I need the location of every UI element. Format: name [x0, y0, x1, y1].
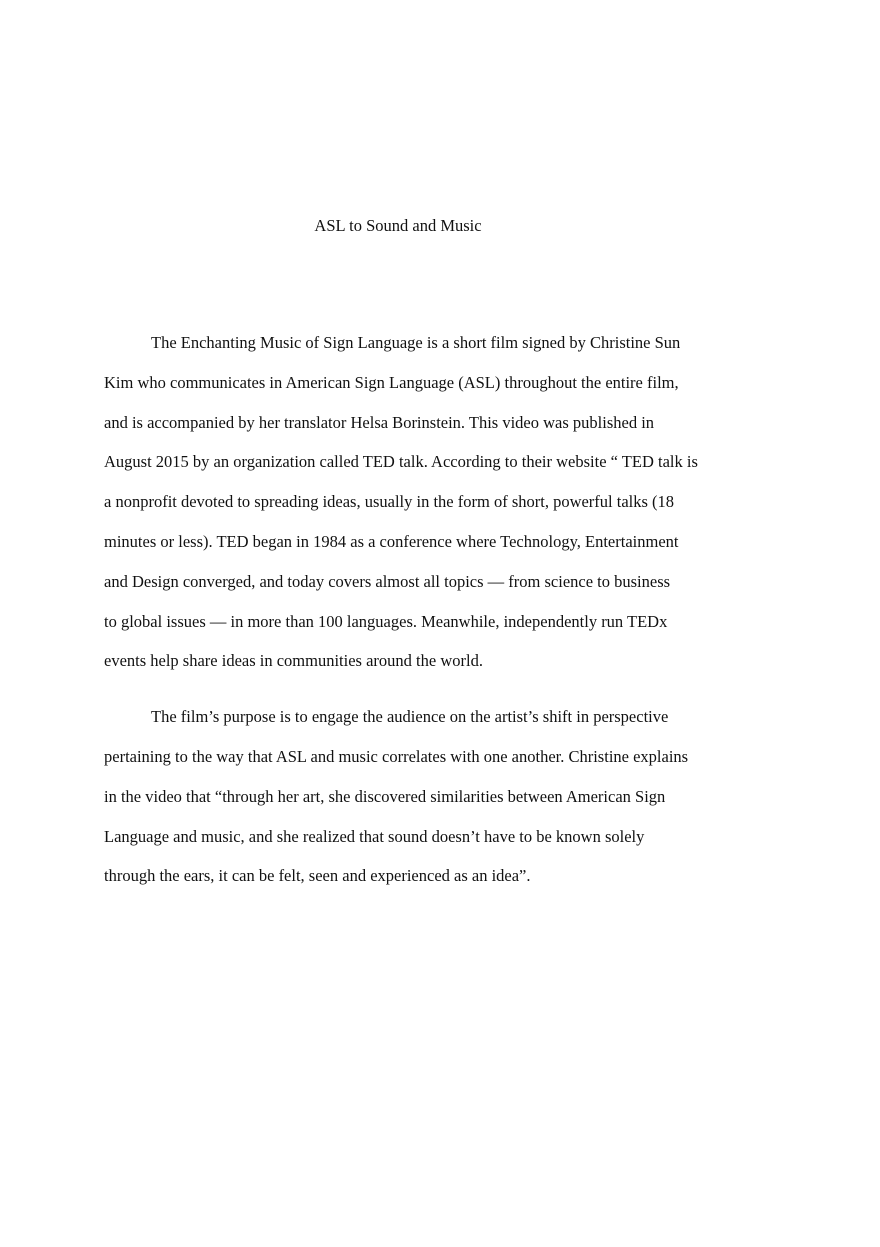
paragraph-line: minutes or less). TED began in 1984 as a conference where Technology, Entertainment — [104, 531, 679, 551]
paragraph-1 — [104, 323, 744, 681]
document-title: ASL to Sound and Music — [314, 216, 482, 235]
paragraph-line: pertaining to the way that ASL and music correlates with one another. Christine explains — [104, 746, 689, 766]
paragraph-line: Kim who communicates in American Sign Language (ASL) throughout the entire film, — [104, 372, 679, 392]
paragraph-line: and is accompanied by her translator Helsa Borinstein. This video was published in — [104, 412, 655, 432]
paragraph-line: events help share ideas in communities around the world. — [104, 651, 483, 671]
paragraph-2 — [104, 697, 744, 896]
paragraph-line: August 2015 by an organization called TED talk. According to their website “ TED talk is — [104, 452, 698, 472]
paragraph-line: Language and music, and she realized that sound doesn’t have to be known solely — [104, 826, 645, 846]
paragraph-line: The film’s purpose is to engage the audience on the artist’s shift in perspective — [151, 707, 669, 727]
paragraph-line: to global issues — in more than 100 languages. Meanwhile, independently run TEDx — [104, 611, 668, 631]
paragraph-line: The Enchanting Music of Sign Language is a short film signed by Christine Sun — [151, 333, 681, 352]
paragraph-line: in the video that “through her art, she discovered similarities between American Sign — [104, 786, 666, 806]
paragraph-line: and Design converged, and today covers almost all topics — from science to business — [104, 571, 671, 591]
paragraph-line: through the ears, it can be felt, seen and experienced as an idea”. — [104, 866, 531, 886]
document-body — [104, 323, 744, 896]
paragraph-line: a nonprofit devoted to spreading ideas, usually in the form of short, powerful talks (18 — [104, 492, 675, 512]
